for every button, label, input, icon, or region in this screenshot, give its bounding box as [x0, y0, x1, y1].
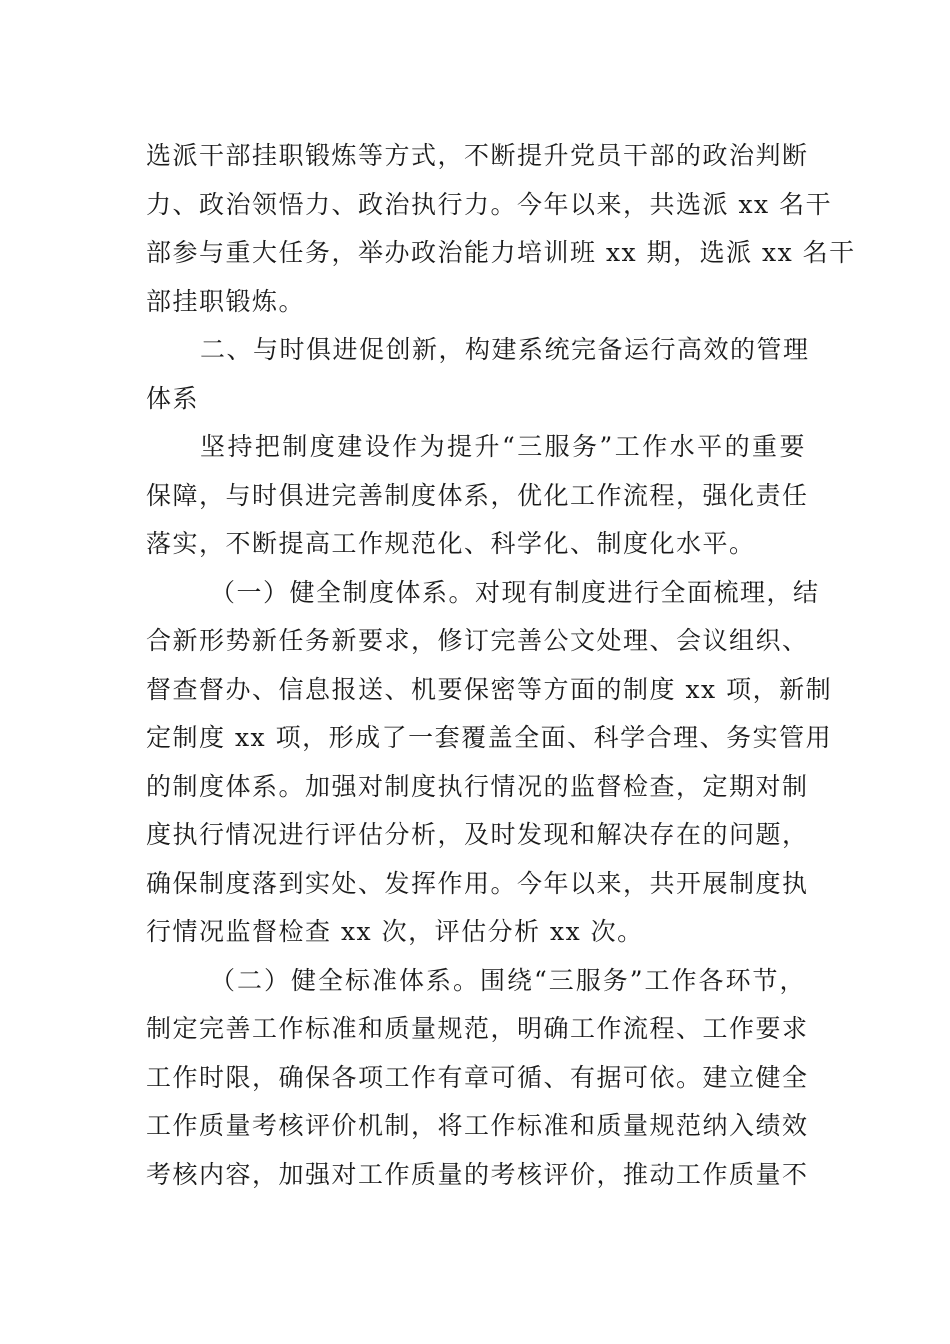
text-line: 二、与时俱进促创新，构建系统完备运行高效的管理 [200, 335, 810, 364]
text-line: 行情况监督检查 xx 次，评估分析 xx 次。 [146, 917, 644, 946]
paragraph-system-intro [146, 423, 809, 569]
text-line: 工作质量考核评价机制，将工作标准和质量规范纳入绩效 [146, 1111, 809, 1140]
text-line: 定制度 xx 项，形成了一套覆盖全面、科学合理、务实管用 [146, 723, 833, 752]
text-line: 的制度体系。加强对制度执行情况的监督检查，定期对制 [146, 771, 809, 801]
text-line: 选派干部挂职锻炼等方式，不断提升党员干部的政治判断 [146, 141, 809, 170]
paragraph-cadre-training [146, 132, 856, 326]
paragraph-institution-system [146, 569, 833, 957]
text-line: 度执行情况进行评估分析，及时发现和解决存在的问题， [146, 820, 809, 849]
text-line: 考核内容，加强对工作质量的考核评价，推动工作质量不 [146, 1159, 809, 1189]
paragraph-standard-system [146, 957, 809, 1200]
text-line: （一）健全制度体系。对现有制度进行全面梳理，结 [210, 577, 820, 607]
text-line: 工作时限，确保各项工作有章可循、有据可依。建立健全 [146, 1062, 809, 1092]
text-line: 部参与重大任务，举办政治能力培训班 xx 期，选派 xx 名干 [146, 238, 856, 267]
text-line: 保障，与时俱进完善制度体系，优化工作流程，强化责任 [146, 480, 809, 510]
text-line: 合新形势新任务新要求，修订完善公文处理、会议组织、 [146, 626, 809, 655]
document-body [146, 132, 856, 1199]
text-line: 力、政治领悟力、政治执行力。今年以来，共选派 xx 名干 [146, 189, 833, 219]
text-line: 体系 [146, 383, 200, 413]
text-line: 坚持把制度建设作为提升“三服务”工作水平的重要 [200, 432, 806, 461]
text-line: 部挂职锻炼。 [146, 286, 306, 316]
section-heading-2 [146, 326, 810, 423]
text-line: 制定完善工作标准和质量规范，明确工作流程、工作要求 [146, 1014, 809, 1043]
text-line: 确保制度落到实处、发挥作用。今年以来，共开展制度执 [146, 868, 809, 898]
text-line: 落实，不断提高工作规范化、科学化、制度化水平。 [146, 529, 756, 558]
text-line: 督查督办、信息报送、机要保密等方面的制度 xx 项，新制 [146, 674, 833, 704]
text-line: （二）健全标准体系。围绕“三服务”工作各环节， [210, 965, 806, 995]
